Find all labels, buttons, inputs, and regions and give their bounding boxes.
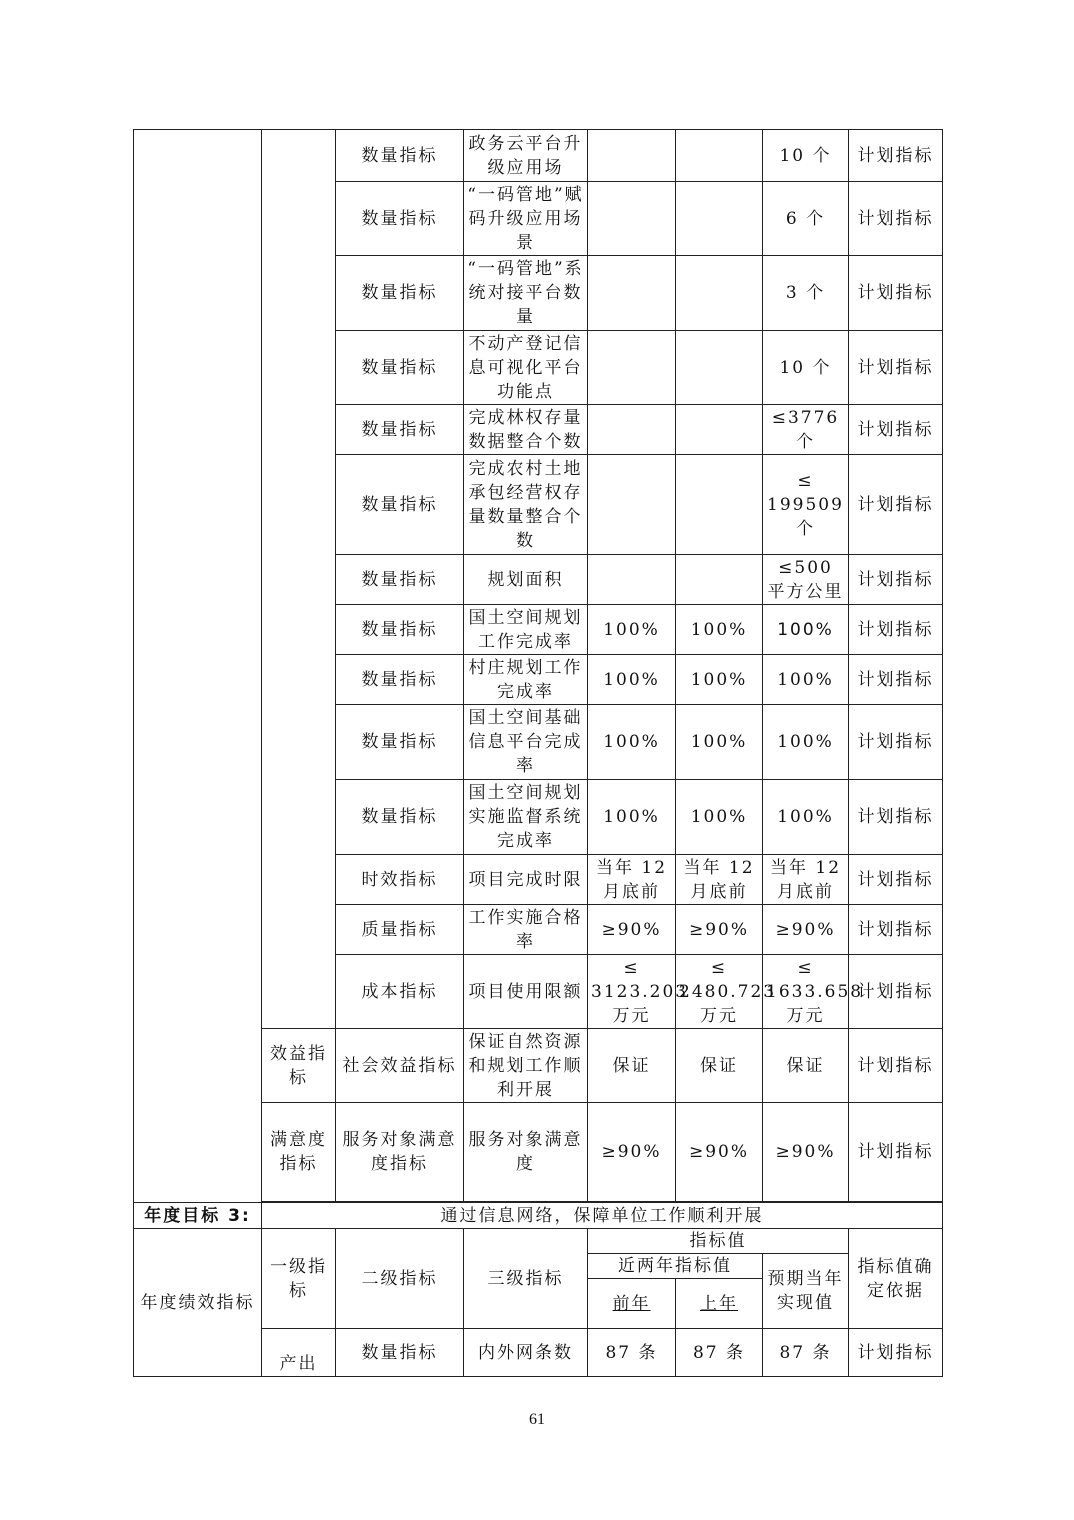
page-number: 61: [529, 1411, 545, 1428]
level1-cell: 效益指标: [262, 1029, 336, 1103]
basis-cell: 计划指标: [849, 130, 943, 182]
level3-cell: 不动产登记信息可视化平台功能点: [464, 331, 588, 405]
value-expected: 100%: [763, 705, 849, 780]
value-prev: 100%: [588, 655, 676, 705]
value-expected: ≥90%: [763, 1103, 849, 1202]
value-prev: 100%: [588, 780, 676, 855]
value-last: [676, 555, 763, 605]
level2-cell: 数量指标: [336, 605, 464, 655]
header-prev-label: 前年: [612, 1293, 651, 1314]
value-last: 87 条: [676, 1329, 763, 1377]
value-last: 100%: [676, 655, 763, 705]
level3-cell: 项目使用限额: [464, 955, 588, 1029]
value-last: 保证: [676, 1029, 763, 1103]
value-prev: 100%: [588, 705, 676, 780]
goal-text: 通过信息网络，保障单位工作顺利开展: [262, 1203, 943, 1229]
header-value: 指标值: [588, 1229, 849, 1254]
level1-cell: 满意度指标: [262, 1103, 336, 1202]
basis-cell: 计划指标: [849, 405, 943, 455]
level3-cell: 完成林权存量数据整合个数: [464, 405, 588, 455]
value-prev: [588, 455, 676, 555]
level3-cell: 保证自然资源和规划工作顺利开展: [464, 1029, 588, 1103]
value-prev: ≥90%: [588, 905, 676, 955]
value-last: ≥90%: [676, 1103, 763, 1202]
level2-cell: 服务对象满意度指标: [336, 1103, 464, 1202]
value-expected: 10 个: [763, 331, 849, 405]
level2-cell: 数量指标: [336, 182, 464, 256]
value-prev: ≤ 3123.203 万元: [588, 955, 676, 1029]
level2-cell: 数量指标: [336, 555, 464, 605]
level2-cell: 时效指标: [336, 855, 464, 905]
section-label: 年度绩效指标: [134, 1229, 262, 1377]
value-prev: 87 条: [588, 1329, 676, 1377]
basis-cell: 计划指标: [849, 955, 943, 1029]
value-prev: [588, 555, 676, 605]
level2-cell: 成本指标: [336, 955, 464, 1029]
value-last: 100%: [676, 605, 763, 655]
value-expected: ≤ 199509 个: [763, 455, 849, 555]
value-expected: 保证: [763, 1029, 849, 1103]
basis-cell: 计划指标: [849, 256, 943, 331]
value-expected: 当年 12 月底前: [763, 855, 849, 905]
level2-cell: 数量指标: [336, 455, 464, 555]
level3-cell: 项目完成时限: [464, 855, 588, 905]
value-prev: [588, 331, 676, 405]
level2-cell: 数量指标: [336, 331, 464, 405]
level3-cell: 内外网条数: [464, 1329, 588, 1377]
value-expected: 100%: [763, 780, 849, 855]
header-last-label: 上年: [700, 1293, 738, 1314]
blank-cell: [262, 130, 336, 1029]
value-last: ≤ 2480.723 万元: [676, 955, 763, 1029]
level2-cell: 数量指标: [336, 256, 464, 331]
header-prev: [588, 1279, 676, 1329]
value-last: [676, 331, 763, 405]
level2-cell: 数量指标: [336, 780, 464, 855]
basis-cell: 计划指标: [849, 780, 943, 855]
header-basis: 指标值确定依据: [849, 1229, 943, 1329]
level2-cell: 数量指标: [336, 1329, 464, 1377]
basis-cell: 计划指标: [849, 905, 943, 955]
level2-cell: 数量指标: [336, 705, 464, 780]
basis-cell: 计划指标: [849, 705, 943, 780]
header-expected: 预期当年实现值: [763, 1254, 849, 1329]
level3-cell: 服务对象满意度: [464, 1103, 588, 1202]
value-expected: ≤500 平方公里: [763, 555, 849, 605]
header-row: [134, 1229, 943, 1254]
value-expected: ≤3776 个: [763, 405, 849, 455]
value-last: 100%: [676, 705, 763, 780]
basis-cell: 计划指标: [849, 1329, 943, 1377]
level3-cell: 工作实施合格率: [464, 905, 588, 955]
level3-cell: 国土空间基础信息平台完成率: [464, 705, 588, 780]
value-prev: [588, 130, 676, 182]
level2-cell: 数量指标: [336, 655, 464, 705]
level3-cell: 国土空间规划实施监督系统完成率: [464, 780, 588, 855]
header-recent: 近两年指标值: [588, 1254, 763, 1279]
basis-cell: 计划指标: [849, 855, 943, 905]
level2-cell: 数量指标: [336, 405, 464, 455]
header-level2: 二级指标: [336, 1229, 464, 1329]
level2-cell: 数量指标: [336, 130, 464, 182]
value-expected: 6 个: [763, 182, 849, 256]
level3-cell: 村庄规划工作完成率: [464, 655, 588, 705]
value-last: 当年 12 月底前: [676, 855, 763, 905]
value-prev: [588, 182, 676, 256]
basis-cell: 计划指标: [849, 1029, 943, 1103]
performance-table: [133, 129, 943, 1377]
level3-cell: “一码管地”系统对接平台数量: [464, 256, 588, 331]
value-last: 100%: [676, 780, 763, 855]
value-last: [676, 182, 763, 256]
level2-cell: 质量指标: [336, 905, 464, 955]
value-last: [676, 405, 763, 455]
value-expected: 3 个: [763, 256, 849, 331]
value-last: [676, 455, 763, 555]
basis-cell: 计划指标: [849, 182, 943, 256]
goal-row: [134, 1203, 943, 1229]
basis-cell: 计划指标: [849, 555, 943, 605]
value-expected: 10 个: [763, 130, 849, 182]
level3-cell: 国土空间规划工作完成率: [464, 605, 588, 655]
value-expected: 100%: [763, 655, 849, 705]
level2-cell: 社会效益指标: [336, 1029, 464, 1103]
value-last: [676, 130, 763, 182]
value-prev: ≥90%: [588, 1103, 676, 1202]
value-expected: ≥90%: [763, 905, 849, 955]
basis-cell: 计划指标: [849, 455, 943, 555]
basis-cell: 计划指标: [849, 605, 943, 655]
value-prev: 当年 12 月底前: [588, 855, 676, 905]
level3-cell: “一码管地”赋码升级应用场景: [464, 182, 588, 256]
value-prev: [588, 405, 676, 455]
value-prev: 100%: [588, 605, 676, 655]
header-last: [676, 1279, 763, 1329]
value-last: [676, 256, 763, 331]
value-expected: 87 条: [763, 1329, 849, 1377]
level1-cell: 产出: [262, 1329, 336, 1377]
value-expected: 100%: [763, 605, 849, 655]
value-expected: ≤ 1633.658 万元: [763, 955, 849, 1029]
level3-cell: 完成农村土地承包经营权存量数量整合个数: [464, 455, 588, 555]
basis-cell: 计划指标: [849, 1103, 943, 1202]
header-level3: 三级指标: [464, 1229, 588, 1329]
blank-cell: [134, 130, 262, 1203]
table-row: [134, 130, 943, 182]
basis-cell: 计划指标: [849, 655, 943, 705]
value-prev: 保证: [588, 1029, 676, 1103]
value-last: ≥90%: [676, 905, 763, 955]
header-level1: 一级指标: [262, 1229, 336, 1329]
level3-cell: 规划面积: [464, 555, 588, 605]
value-prev: [588, 256, 676, 331]
basis-cell: 计划指标: [849, 331, 943, 405]
level3-cell: 政务云平台升级应用场: [464, 130, 588, 182]
goal-label: 年度目标 3:: [134, 1203, 262, 1229]
